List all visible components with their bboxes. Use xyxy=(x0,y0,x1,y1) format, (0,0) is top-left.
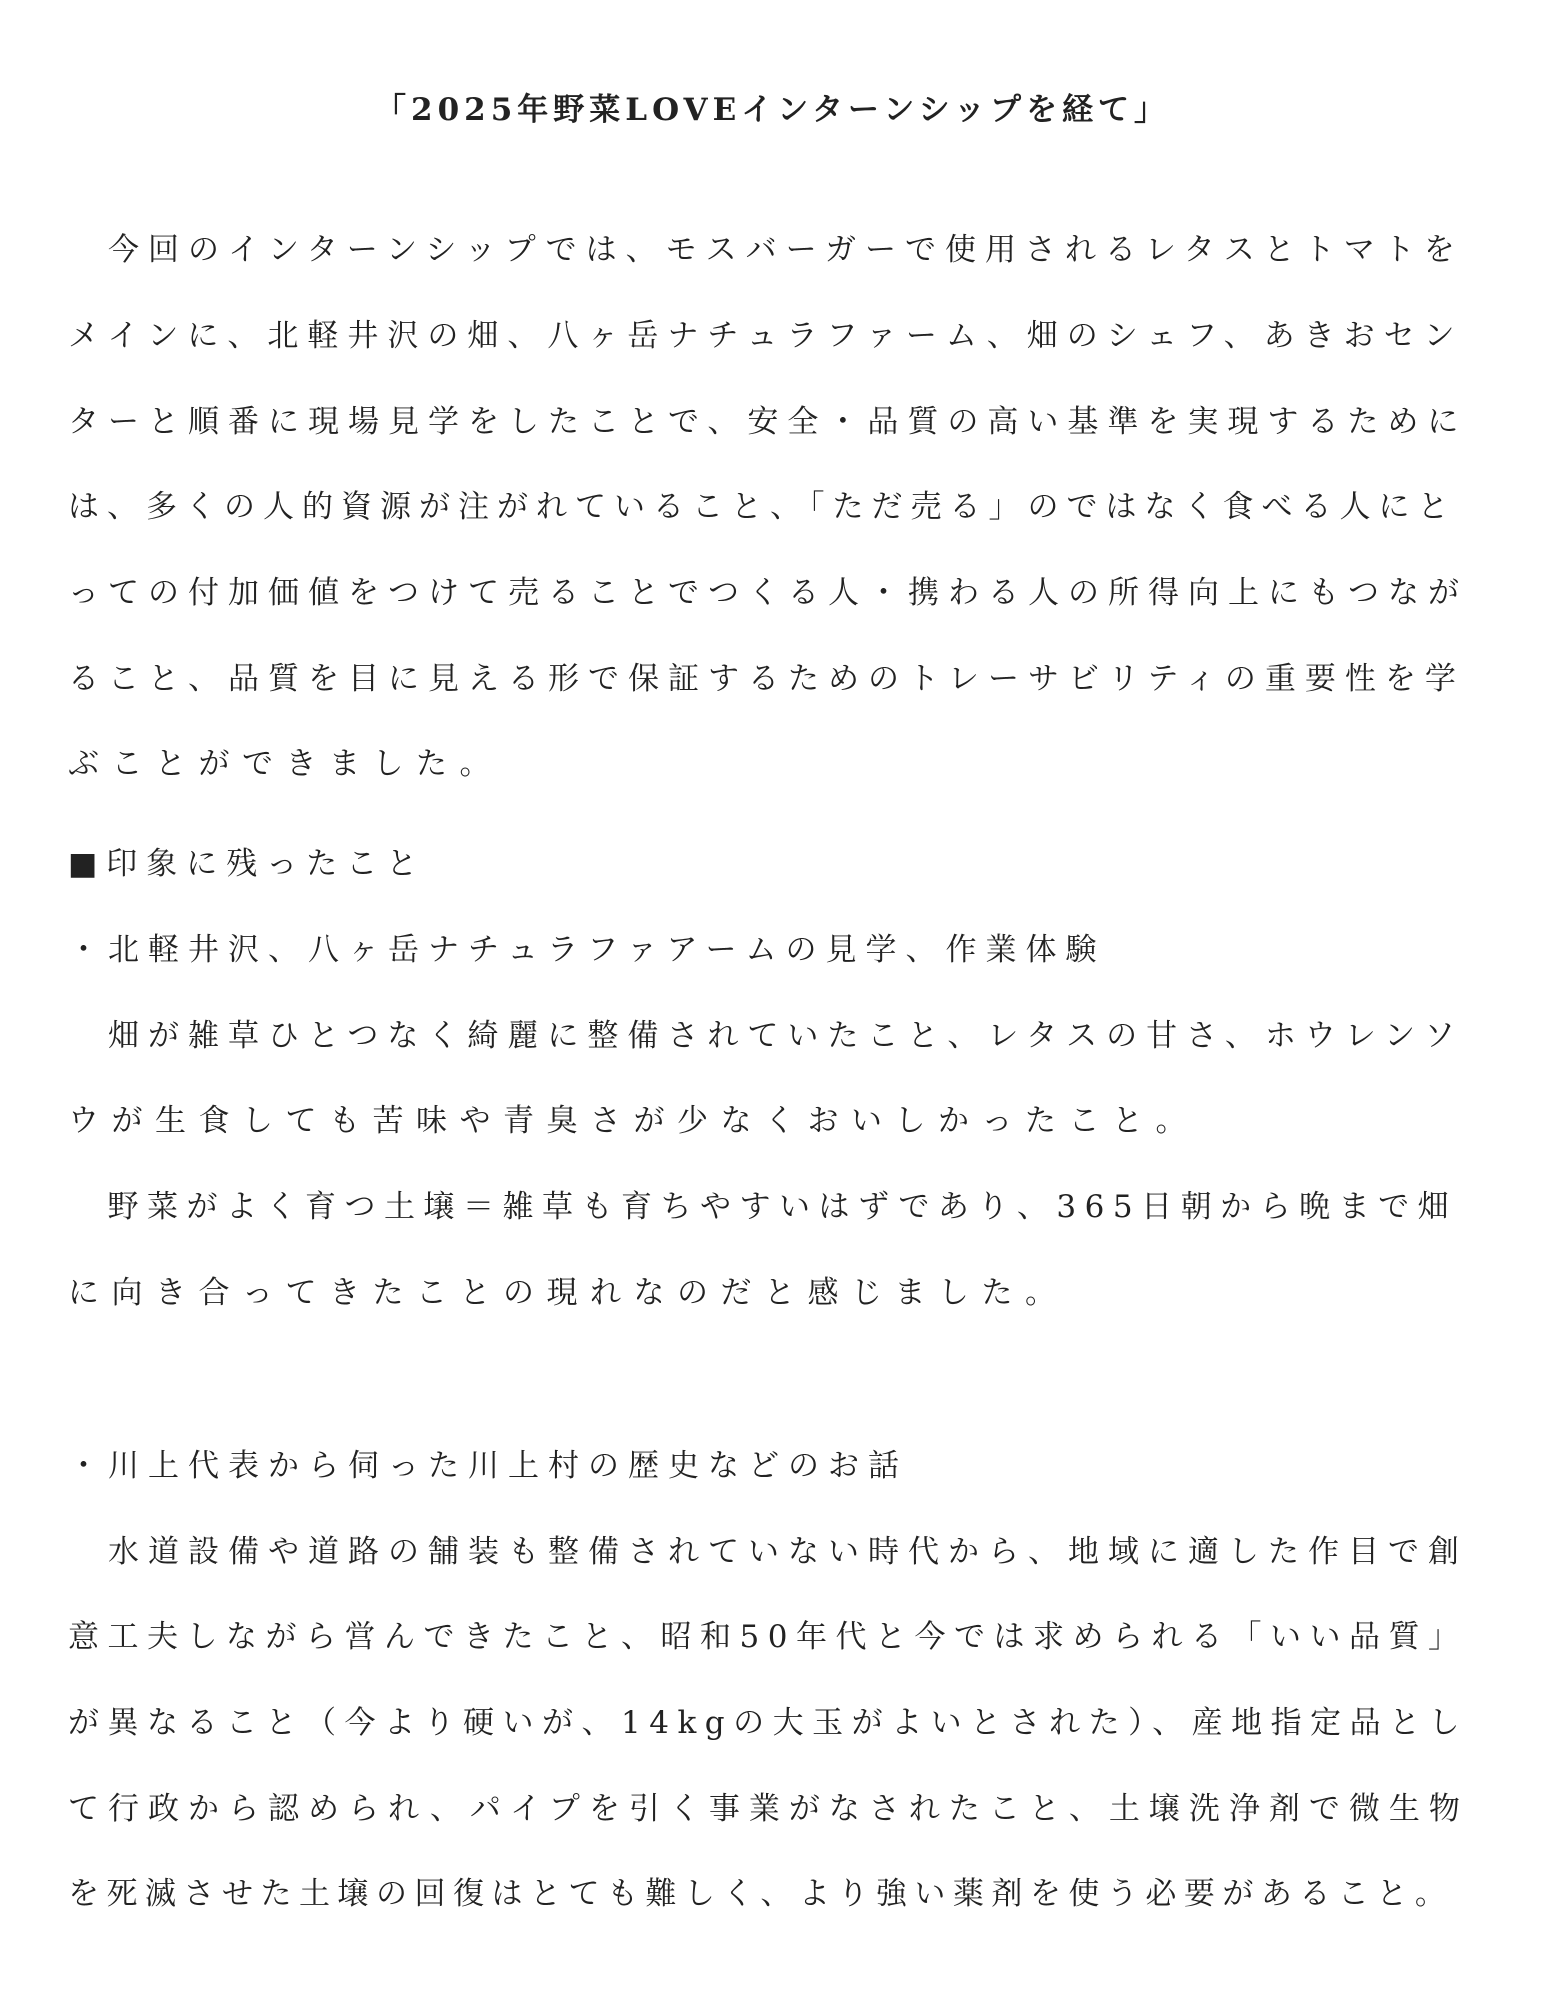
body-line: 水道設備や道路の舗装も整備されていない時代から、地域に適した作目で創 xyxy=(68,1534,1468,1570)
bullet-item: ・川上代表から伺った川上村の歴史などのお話 xyxy=(68,1448,908,1484)
body-line: ること、品質を目に見える形で保証するためのトレーサビリティの重要性を学 xyxy=(68,661,1465,697)
body-line: ウが生食しても苦味や青臭さが少なくおいしかったこと。 xyxy=(68,1103,1199,1139)
section-heading: ■印象に残ったこと xyxy=(68,846,427,882)
body-line: ターと順番に現場見学をしたことで、安全・品質の高い基準を実現するために xyxy=(68,404,1468,440)
body-line: て行政から認められ、パイプを引く事業がなされたこと、土壌洗浄剤で微生物 xyxy=(68,1791,1469,1827)
body-line: ぶことができました。 xyxy=(68,746,503,782)
bullet-item: ・北軽井沢、八ヶ岳ナチュラファアームの見学、作業体験 xyxy=(68,932,1106,968)
body-line: に向き合ってきたことの現れなのだと感じました。 xyxy=(68,1275,1069,1311)
body-line: 今回のインターンシップでは、モスバーガーで使用されるレタスとトマトを xyxy=(68,232,1464,268)
body-line: 畑が雑草ひとつなく綺麗に整備されていたこと、レタスの甘さ、ホウレンソ xyxy=(68,1018,1465,1054)
body-line: は、多くの人的資源が注がれていること、「ただ売る」のではなく食べる人にと xyxy=(68,489,1457,525)
body-line: 野菜がよく育つ土壌＝雑草も育ちやすいはずであり、365日朝から晩まで畑 xyxy=(68,1189,1458,1225)
body-line: っての付加価値をつけて売ることでつくる人・携わる人の所得向上にもつなが xyxy=(68,575,1468,611)
body-line: が異なること（今より硬いが、14kgの大玉がよいとされた）、産地指定品とし xyxy=(68,1705,1469,1741)
body-line: を死滅させた土壌の回復はとても難しく、より強い薬剤を使う必要があること。 xyxy=(68,1876,1454,1912)
body-line: 意工夫しながら営んできたこと、昭和50年代と今では求められる「いい品質」 xyxy=(68,1619,1468,1655)
body-line: メインに、北軽井沢の畑、八ヶ岳ナチュラファーム、畑のシェフ、あきおセン xyxy=(68,318,1464,354)
document-title: 「2025年野菜LOVEインターンシップを経て」 xyxy=(375,92,1170,128)
